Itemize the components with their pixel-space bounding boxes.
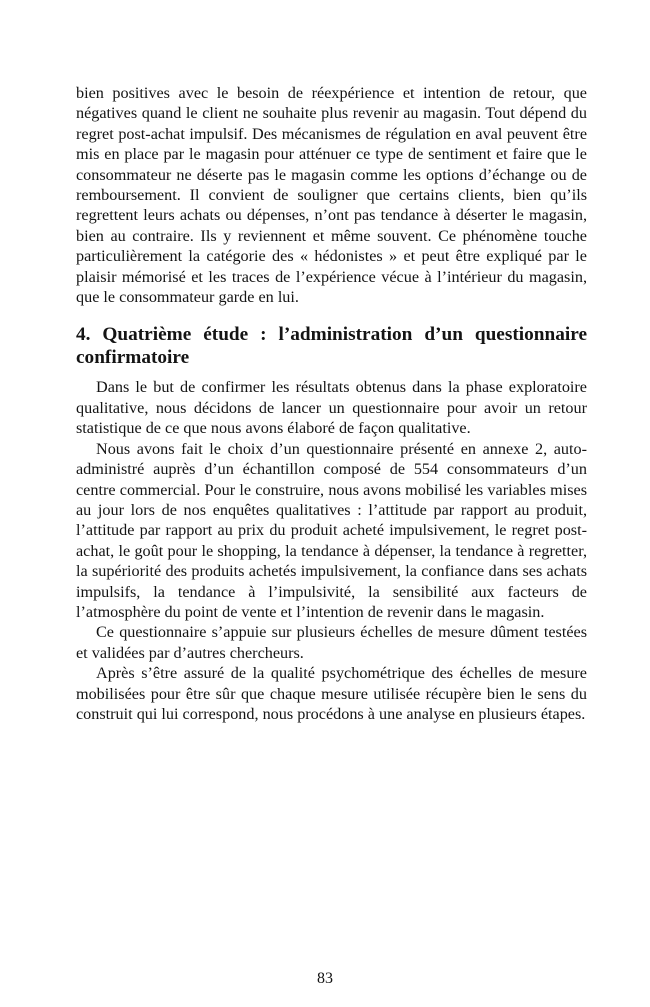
body-paragraph: Dans le but de confirmer les résultats obtenus dans la phase exploratoire qualitative, nous décidons de lancer un questionnaire pour avoir un retour statistique de ce que nous avons élaboré de façon qualitative. xyxy=(76,378,587,438)
section-heading: 4. Quatrième étude : l’administration d’un questionnaire confirmatoire xyxy=(76,324,587,368)
body-paragraph: Ce questionnaire s’appuie sur plusieurs échelles de mesure dûment testées et validées par d’autres chercheurs. xyxy=(76,623,587,662)
body-paragraph: Nous avons fait le choix d’un questionnaire présenté en annexe 2, auto-administré auprès d’un échantillon composé de 554 consommateurs d’un centre commercial. Pour le construire, nous avons mobilisé les variables mises au jour lors de nos enquêtes qualitatives : l’attitude par rapport au produit, l’attitude par rapport au prix du produit acheté impulsivement, le regret post-achat, le goût pour le shopping, la tendance à dépenser, la tendance à regretter, la supériorité des produits achetés impulsivement, la confiance dans ses achats impulsifs, la tendance à l’impulsivité, la sensibilité aux facteurs de l’atmosphère du point de vente et l’intention de revenir dans le magasin. xyxy=(76,439,587,621)
body-paragraph: Après s’être assuré de la qualité psychométrique des échelles de mesure mobilisées pour être sûr que chaque mesure utilisée récupère bien le sens du construit qui lui correspond, nous procédons à une analyse en plusieurs étapes. xyxy=(76,664,587,723)
page-number: 83 xyxy=(317,970,333,987)
page-body xyxy=(76,83,587,724)
intro-paragraph: bien positives avec le besoin de réexpérience et intention de retour, que négatives quand le client ne souhaite plus revenir au magasin. Tout dépend du regret post-achat impulsif. Des mécanismes de régulation en aval peuvent être mis en place par le magasin pour atténuer ce type de sentiment et faire que le consommateur ne déserte pas le magasin comme les options d’échange ou de remboursement. Il convient de souligner que certains clients, bien qu’ils regrettent leurs achats ou dépenses, n’ont pas tendance à déserter le magasin, bien au contraire. Ils y reviennent et même souvent. Ce phénomène touche particulièrement la catégorie des « hédonistes » et peut être expliqué par le plaisir mémorisé et les traces de l’expérience vécue à l’intérieur du magasin, que le consommateur garde en lui. xyxy=(76,84,587,307)
